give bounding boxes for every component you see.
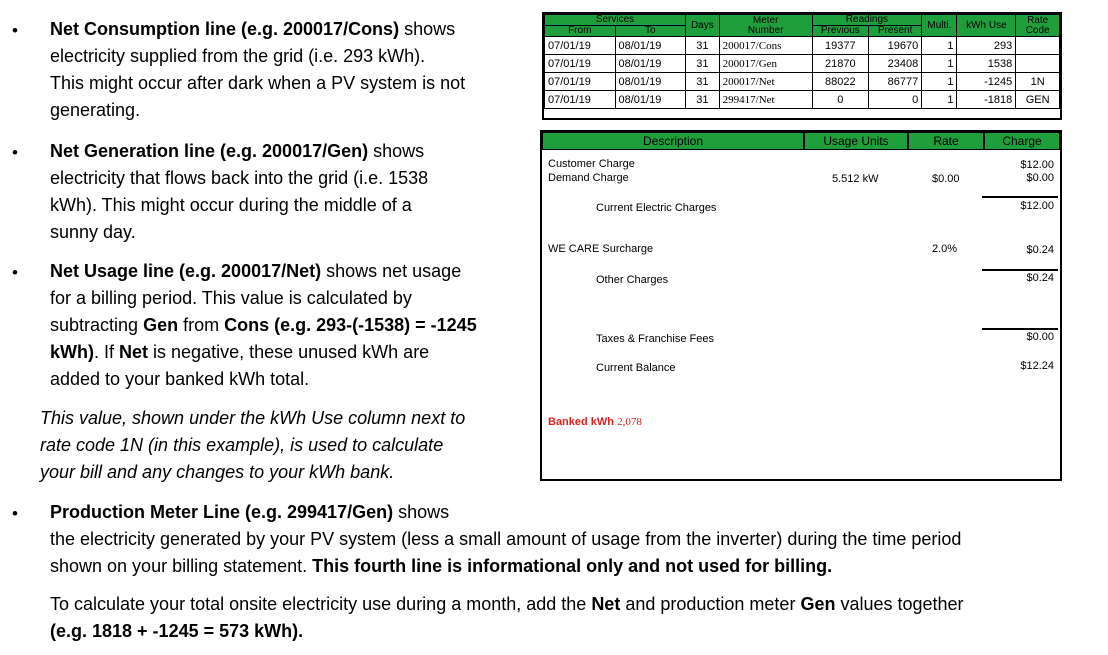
cell-meter: 200017/Cons xyxy=(719,37,812,55)
demand-charge-label: Demand Charge xyxy=(548,172,629,184)
net-l4d: is negative, these unused kWh are xyxy=(148,342,430,362)
cell-from: 07/01/19 xyxy=(545,73,616,91)
cell-multi: 1 xyxy=(922,37,957,55)
calc-l1c: and production meter xyxy=(620,594,801,614)
gen-l4: sunny day. xyxy=(50,222,136,242)
cons-l4: generating. xyxy=(50,100,141,120)
cell-multi: 1 xyxy=(922,91,957,109)
cons-lead: Net Consumption line (e.g. 200017/Cons) xyxy=(50,19,400,39)
calc-l2: (e.g. 1818 + -1245 = 573 kWh). xyxy=(50,621,304,641)
gen-l1: shows xyxy=(368,141,425,161)
prod-l1: shows xyxy=(393,502,450,522)
cell-code: GEN xyxy=(1016,91,1060,109)
charges-table xyxy=(540,130,1062,481)
other-charges-label: Other Charges xyxy=(596,274,669,286)
banked-kwh-value: 2,078 xyxy=(617,416,642,428)
calc-l1b: Net xyxy=(591,594,621,614)
previous-header: Previous xyxy=(812,26,868,37)
cell-meter: 200017/Net xyxy=(719,73,812,91)
net-generation-paragraph xyxy=(50,138,428,246)
banked-kwh-label: Banked kWh xyxy=(548,416,615,428)
days-header: Days xyxy=(686,15,720,37)
net-l1: shows net usage xyxy=(321,261,462,281)
prod-lead: Production Meter Line (e.g. 299417/Gen) xyxy=(50,502,394,522)
cell-pres: 0 xyxy=(869,91,922,109)
calc-l1d: Gen xyxy=(800,594,836,614)
demand-units: 5.512 kW xyxy=(832,173,879,185)
customer-charge-label: Customer Charge xyxy=(548,158,635,170)
present-header: Present xyxy=(869,26,922,37)
prod-l2: the electricity generated by your PV system (less a small amount of usage from the inverter) during the time period xyxy=(50,529,962,549)
current-balance-amount: $12.24 xyxy=(1020,360,1054,372)
net-l2: for a billing period. This value is calculated by xyxy=(50,288,412,308)
cell-meter: 299417/Net xyxy=(719,91,812,109)
subtotal-rule xyxy=(982,269,1058,271)
cell-kwh: -1245 xyxy=(957,73,1016,91)
demand-rate: $0.00 xyxy=(932,173,960,185)
charge-header: Charge xyxy=(984,132,1060,150)
cell-code xyxy=(1016,37,1060,55)
from-header: From xyxy=(545,26,616,37)
cons-l1: shows xyxy=(399,19,456,39)
meter-readings-table xyxy=(542,12,1062,120)
cell-kwh: 1538 xyxy=(957,55,1016,73)
current-electric-amount: $12.00 xyxy=(1020,200,1054,212)
net-l3a: subtracting xyxy=(50,315,144,335)
cell-prev: 19377 xyxy=(812,37,868,55)
cons-l3: This might occur after dark when a PV system is not xyxy=(50,73,466,93)
we-care-amount: $0.24 xyxy=(1026,244,1054,256)
production-meter-paragraph xyxy=(50,499,961,580)
cell-multi: 1 xyxy=(922,73,957,91)
gen-l2: electricity that flows back into the grid (i.e. 1538 xyxy=(50,168,429,188)
table-row xyxy=(545,37,1060,55)
cell-pres: 19670 xyxy=(869,37,922,55)
readings-header: Readings xyxy=(812,15,922,26)
usage-units-header: Usage Units xyxy=(804,132,908,150)
cell-days: 31 xyxy=(686,73,720,91)
net-l3d: Cons (e.g. 293-(-1538) = -1245 xyxy=(224,315,477,335)
calc-l1a: To calculate your total onsite electricity use during a month, add the xyxy=(50,594,592,614)
subtotal-rule xyxy=(982,196,1058,198)
current-balance-label: Current Balance xyxy=(596,362,676,374)
cell-code xyxy=(1016,55,1060,73)
cell-from: 07/01/19 xyxy=(545,55,616,73)
cell-from: 07/01/19 xyxy=(545,91,616,109)
cons-l2: electricity supplied from the grid (i.e. 293 kWh). xyxy=(50,46,426,66)
cell-prev: 88022 xyxy=(812,73,868,91)
taxes-amount: $0.00 xyxy=(1026,331,1054,343)
to-header: To xyxy=(615,26,686,37)
description-header: Description xyxy=(542,132,804,150)
net-lead: Net Usage line (e.g. 200017/Net) xyxy=(50,261,322,281)
net-l4 xyxy=(50,339,477,366)
rate-code-header: Rate Code xyxy=(1016,15,1060,37)
prod-l3 xyxy=(50,553,961,580)
gen-lead: Net Generation line (e.g. 200017/Gen) xyxy=(50,141,369,161)
we-care-rate: 2.0% xyxy=(932,243,958,255)
net-l4b: . If xyxy=(94,342,120,362)
cell-from: 07/01/19 xyxy=(545,37,616,55)
net-l4c: Net xyxy=(119,342,149,362)
table-row xyxy=(545,73,1060,91)
net-usage-paragraph xyxy=(50,258,477,393)
net-consumption-paragraph xyxy=(50,16,465,124)
net-l3c: from xyxy=(178,315,225,335)
other-charges-amount: $0.24 xyxy=(1026,272,1054,284)
note-l2: rate code 1N (in this example), is used to calculate xyxy=(40,435,444,455)
cell-days: 31 xyxy=(686,91,720,109)
net-l3b: Gen xyxy=(143,315,179,335)
bullet-dot: • xyxy=(12,504,18,523)
multi-header: Multi. xyxy=(922,15,957,37)
kwh-use-header: kWh Use xyxy=(957,15,1016,37)
gen-l3: kWh). This might occur during the middle of a xyxy=(50,195,412,215)
cell-pres: 86777 xyxy=(869,73,922,91)
current-electric-label: Current Electric Charges xyxy=(596,202,717,214)
cell-kwh: -1818 xyxy=(957,91,1016,109)
table-row xyxy=(545,91,1060,109)
cell-prev: 21870 xyxy=(812,55,868,73)
note-paragraph xyxy=(40,405,465,486)
cell-to: 08/01/19 xyxy=(615,73,686,91)
cell-multi: 1 xyxy=(922,55,957,73)
note-l1: This value, shown under the kWh Use column next to xyxy=(40,408,466,428)
services-header: Services xyxy=(545,15,686,26)
cell-days: 31 xyxy=(686,37,720,55)
note-l3: your bill and any changes to your kWh bank. xyxy=(40,462,395,482)
cell-kwh: 293 xyxy=(957,37,1016,55)
cell-code: 1N xyxy=(1016,73,1060,91)
prod-l3b: This fourth line is informational only and not used for billing. xyxy=(312,556,833,576)
cell-days: 31 xyxy=(686,55,720,73)
table-row xyxy=(545,55,1060,73)
meter-header: Meter Number xyxy=(719,15,812,37)
prod-l3a: shown on your billing statement. xyxy=(50,556,313,576)
bullet-dot: • xyxy=(12,143,18,162)
rate-header: Rate xyxy=(908,132,984,150)
we-care-label: WE CARE Surcharge xyxy=(548,243,654,255)
bullet-dot: • xyxy=(12,263,18,282)
cell-to: 08/01/19 xyxy=(615,91,686,109)
demand-charge-amount: $0.00 xyxy=(1026,172,1054,184)
net-l5: added to your banked kWh total. xyxy=(50,369,310,389)
cell-meter: 200017/Gen xyxy=(719,55,812,73)
cell-to: 08/01/19 xyxy=(615,55,686,73)
taxes-label: Taxes & Franchise Fees xyxy=(596,333,714,345)
cell-prev: 0 xyxy=(812,91,868,109)
cell-to: 08/01/19 xyxy=(615,37,686,55)
banked-kwh xyxy=(548,416,642,428)
cell-pres: 23408 xyxy=(869,55,922,73)
customer-charge-amount: $12.00 xyxy=(1020,159,1054,171)
bullet-dot: • xyxy=(12,21,18,40)
net-l3 xyxy=(50,312,477,339)
calc-paragraph xyxy=(50,591,964,645)
subtotal-rule xyxy=(982,328,1058,330)
calc-l1e: values together xyxy=(835,594,964,614)
net-l4a: kWh) xyxy=(50,342,94,362)
